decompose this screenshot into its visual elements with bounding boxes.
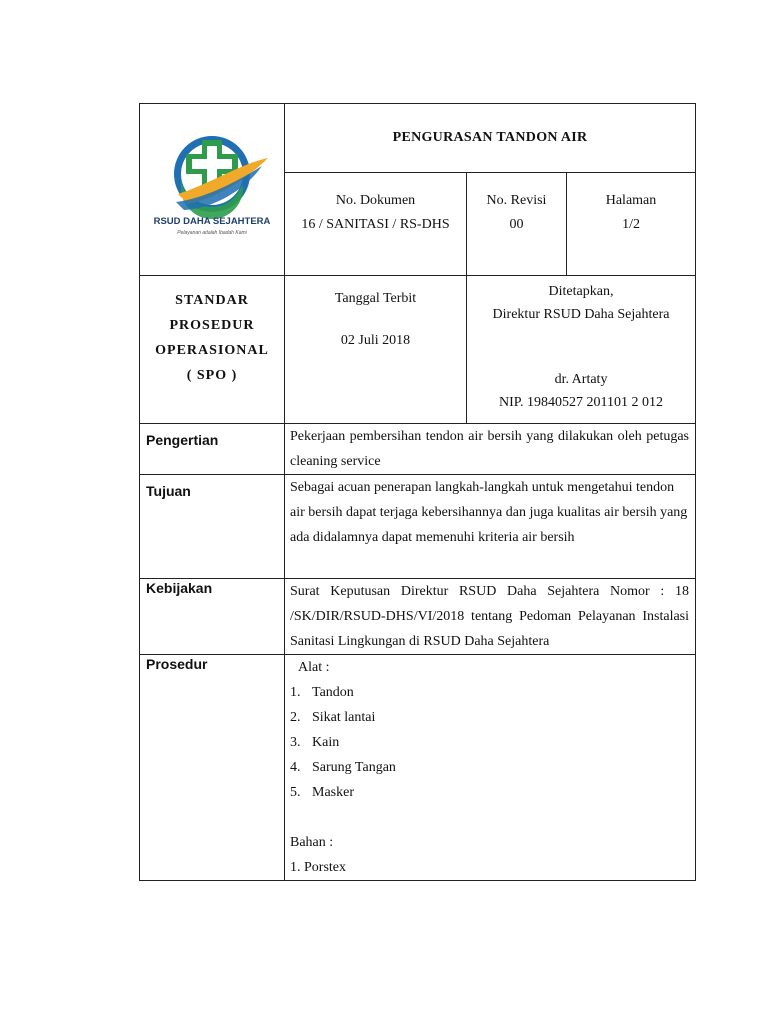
- doc-number-cell: [285, 173, 467, 276]
- alat-item-text: Sarung Tangan: [312, 760, 396, 775]
- doc-number-label: No. Dokumen: [335, 193, 416, 208]
- bahan-label: Bahan :: [290, 835, 334, 850]
- logo-tagline: Pelayanan adalah Ibadah Kami: [177, 230, 247, 236]
- issue-date-value: 02 Juli 2018: [340, 333, 411, 348]
- alat-item: [290, 755, 689, 780]
- approver-name: dr. Artaty: [554, 372, 608, 387]
- spo-line-3: OPERASIONAL: [155, 343, 269, 358]
- logo-text: RSUD DAHA SEJAHTERA: [153, 216, 271, 227]
- alat-item-number: 2.: [290, 710, 301, 725]
- alat-item: [290, 705, 689, 730]
- document-title: [285, 104, 696, 173]
- spo-label-cell: [140, 276, 285, 424]
- alat-item-number: 3.: [290, 735, 301, 750]
- alat-item: [290, 680, 689, 705]
- tujuan-label: Tujuan: [140, 475, 285, 579]
- kebijakan-text: Surat Keputusan Direktur RSUD Daha Sejahtera Nomor : 18 /SK/DIR/RSUD-DHS/VI/2018 tentang Pedoman Pelayanan Instalasi Sanitasi Lingkungan di RSUD Daha Sejahtera: [285, 579, 696, 655]
- alat-item-text: Kain: [312, 735, 340, 750]
- kebijakan-label: Kebijakan: [140, 579, 285, 655]
- alat-item: [290, 730, 689, 755]
- hospital-logo-icon: [140, 124, 284, 244]
- spo-line-4: ( SPO ): [186, 368, 238, 383]
- page-cell: [567, 173, 696, 276]
- revision-value: 00: [509, 217, 524, 232]
- approval-label: Ditetapkan,: [548, 284, 614, 299]
- alat-item-text: Tandon: [312, 685, 354, 700]
- spo-line-1: STANDAR: [175, 293, 249, 308]
- revision-label: No. Revisi: [486, 193, 547, 208]
- issue-date-label: Tanggal Terbit: [334, 291, 417, 306]
- spo-line-2: PROSEDUR: [169, 318, 255, 333]
- bahan-item: 1. Porstex: [290, 860, 346, 875]
- prosedur-body: [285, 655, 696, 881]
- spo-table: [139, 103, 696, 881]
- hospital-logo: [140, 124, 284, 244]
- alat-item-text: Masker: [312, 785, 354, 800]
- alat-item-number: 1.: [290, 685, 301, 700]
- logo-cell: [140, 104, 285, 276]
- alat-item: [290, 780, 689, 805]
- alat-item-text: Sikat lantai: [312, 710, 376, 725]
- alat-item-number: 4.: [290, 760, 301, 775]
- approver-nip: NIP. 19840527 201101 2 012: [499, 395, 663, 410]
- alat-list: [290, 680, 689, 805]
- issue-date-cell: [285, 276, 467, 424]
- approval-director: Direktur RSUD Daha Sejahtera: [492, 307, 670, 322]
- tujuan-text: Sebagai acuan penerapan langkah-langkah untuk mengetahui tendon air bersih dapat terjaga kebersihannya dan juga kualitas air bersih yang ada didalamnya dapat memenuhi kriteria air bersih: [285, 475, 696, 579]
- pengertian-text: Pekerjaan pembersihan tendon air bersih yang dilakukan oleh petugas cleaning service: [285, 424, 696, 475]
- revision-cell: [467, 173, 567, 276]
- alat-label: Alat :: [298, 660, 330, 675]
- page-label: Halaman: [605, 193, 657, 208]
- prosedur-label: Prosedur: [140, 655, 285, 881]
- approval-cell: [467, 276, 696, 424]
- pengertian-label: Pengertian: [140, 424, 285, 475]
- alat-item-number: 5.: [290, 785, 301, 800]
- doc-number-value: 16 / SANITASI / RS-DHS: [301, 217, 450, 232]
- page-value: 1/2: [622, 217, 640, 232]
- title-text: PENGURASAN TANDON AIR: [392, 130, 588, 145]
